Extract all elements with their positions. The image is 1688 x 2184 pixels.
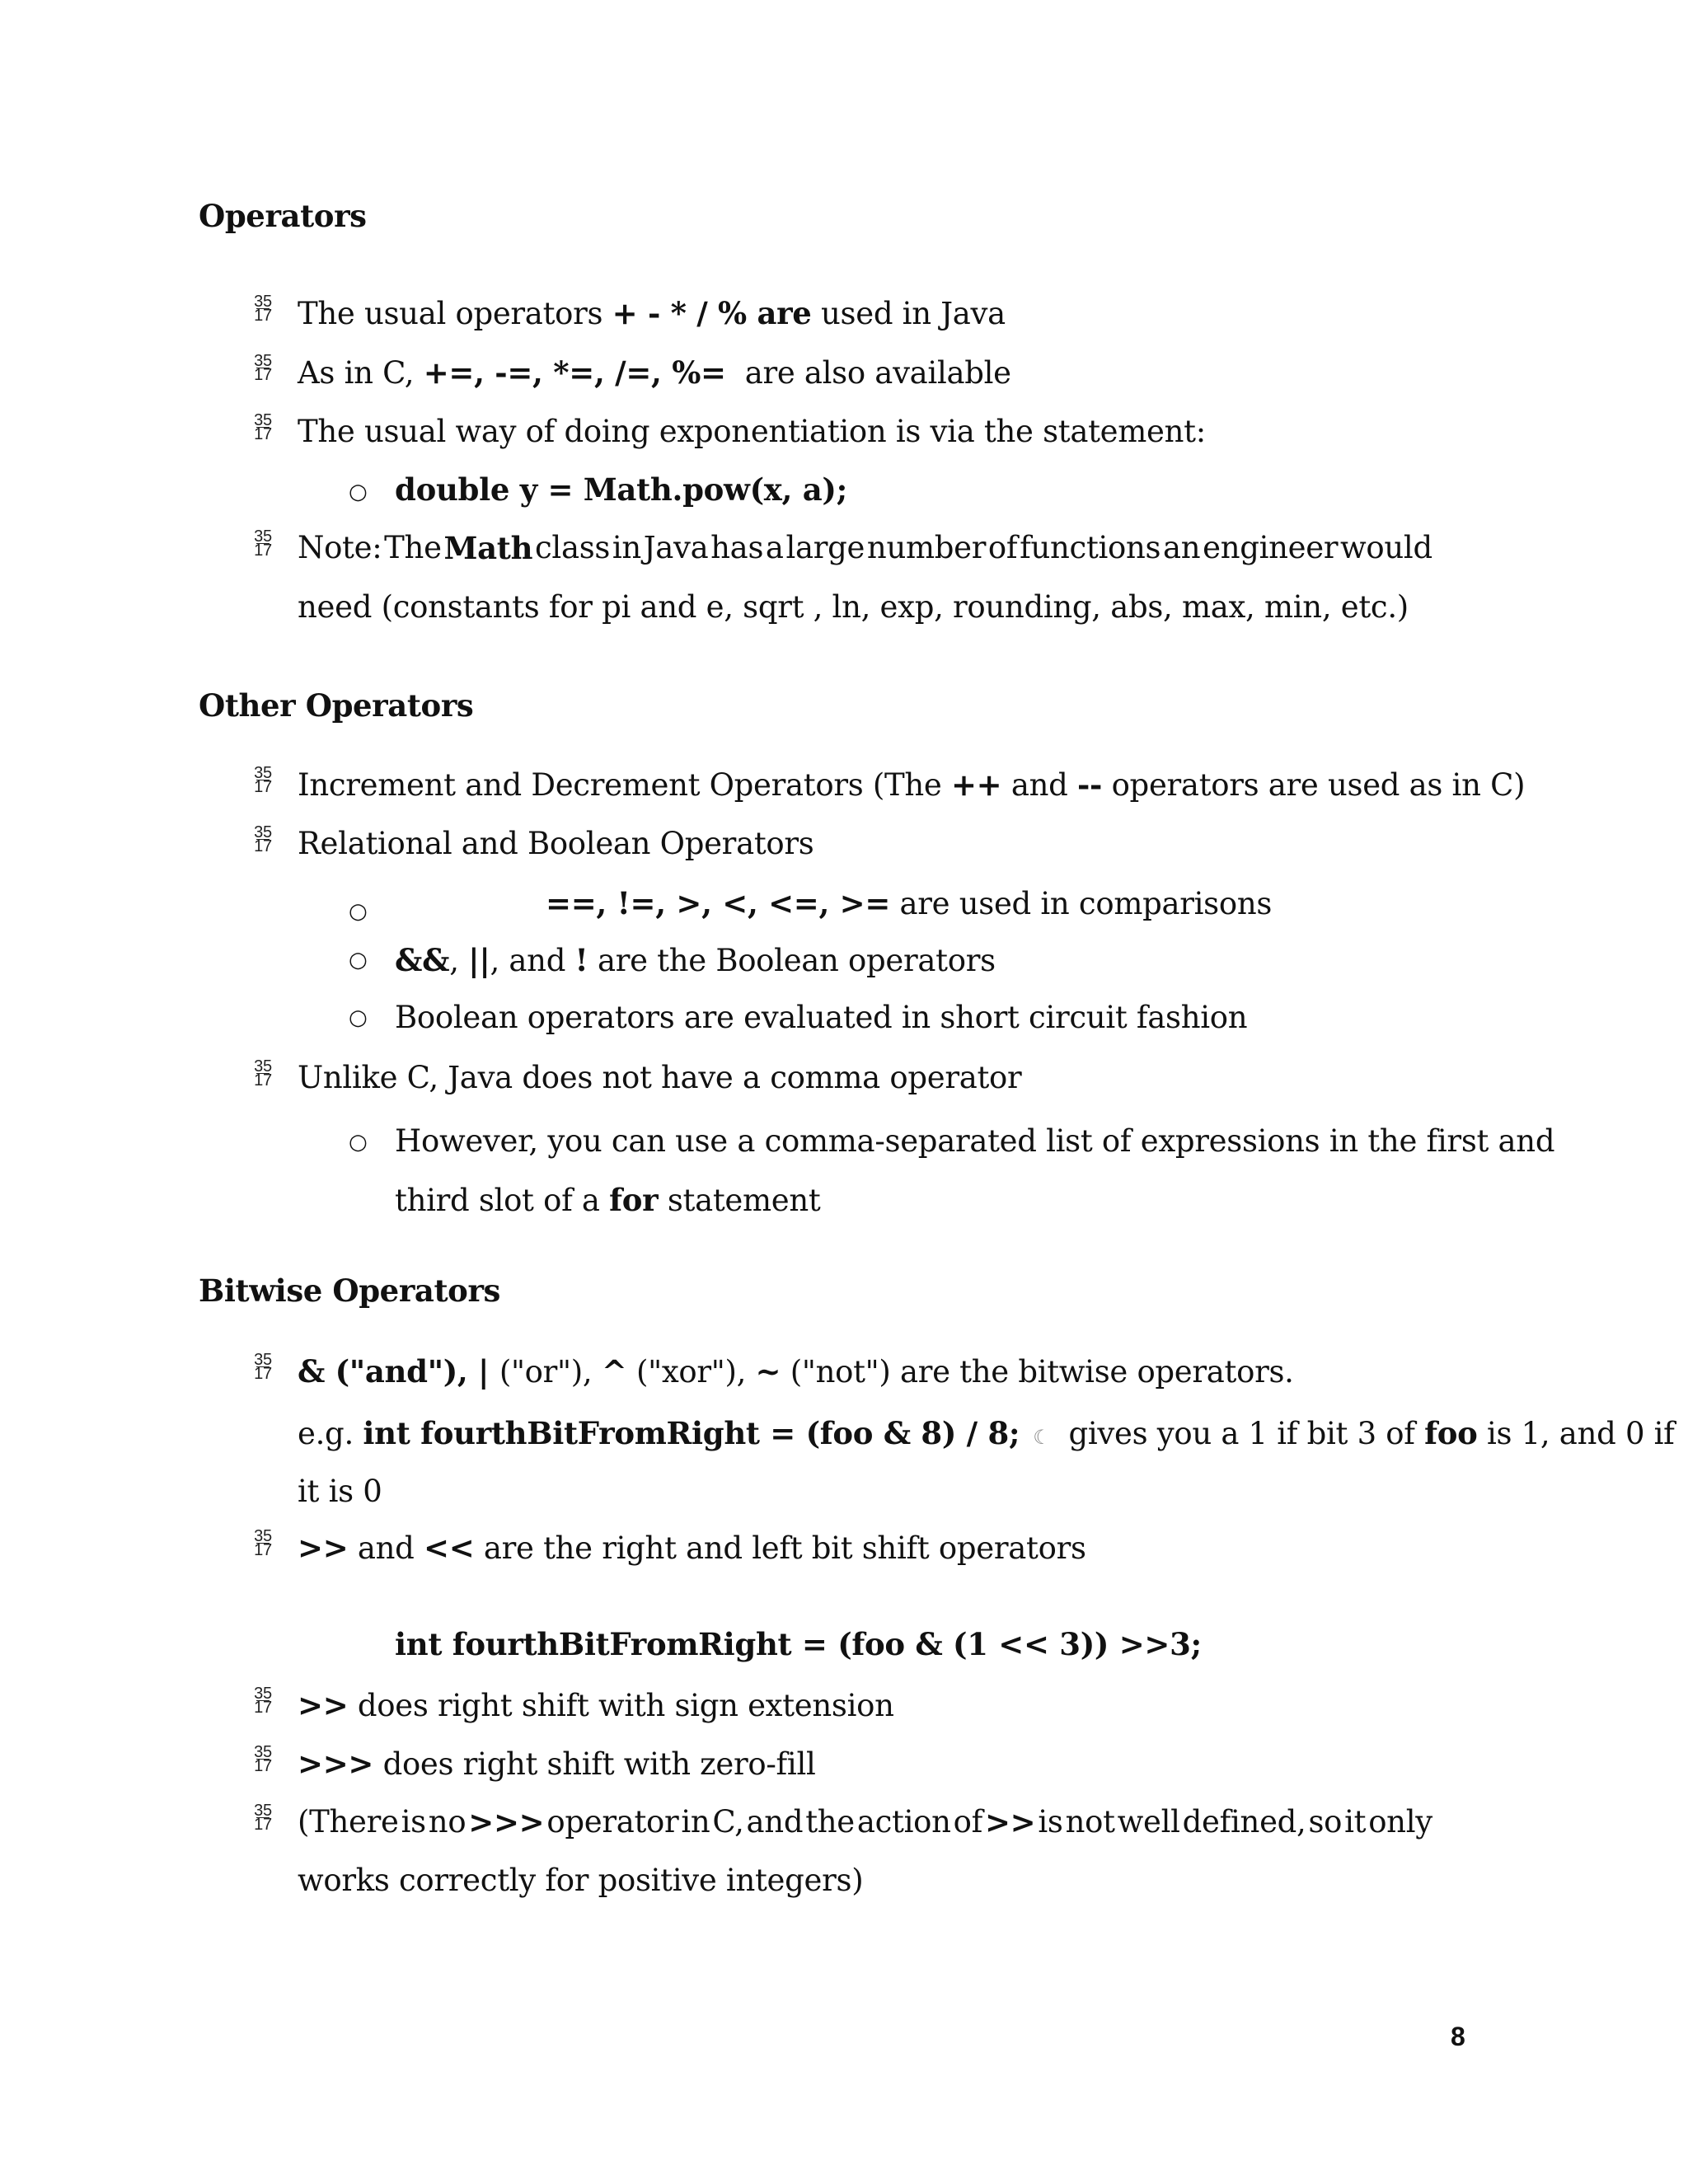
heading-bitwise-operators: Bitwise Operators	[199, 1272, 500, 1309]
heading-operators: Operators	[199, 198, 367, 234]
word: in	[612, 530, 641, 565]
page-number: 8	[1451, 2022, 1465, 2051]
word: no	[428, 1804, 467, 1840]
bullet-marker: 35 17	[251, 354, 274, 382]
word: and	[746, 1804, 804, 1840]
word: not	[1065, 1804, 1115, 1840]
boolean-operators-line: &&, ||, and ! are the Boolean operators	[395, 942, 996, 978]
word: of	[953, 1804, 983, 1840]
word: number	[866, 530, 987, 565]
moon-icon: ☾	[1033, 1426, 1051, 1449]
word: of	[987, 530, 1018, 565]
note-line-2: need (constants for pi and e, sqrt , ln, exp, rounding, abs, max, min, etc.)	[298, 589, 1409, 625]
example-line-1: e.g. int fourthBitFromRight = (foo & 8) / 8; ☾ gives you a 1 if bit 3 of foo is 1, and 0 if	[298, 1415, 1675, 1451]
word: Java	[643, 530, 709, 565]
word: is	[401, 1804, 426, 1840]
short-circuit-line: Boolean operators are evaluated in short circuit fashion	[395, 1000, 1248, 1035]
bullet-marker: 35 17	[251, 1746, 274, 1774]
sub-bullet-circle: ○	[349, 1130, 368, 1155]
relational-operators-line: ==, !=, >, <, <=, >= are used in comparisons	[546, 885, 1273, 921]
example-line-2: it is 0	[298, 1474, 382, 1509]
word: large	[785, 530, 865, 565]
word: >>	[984, 1804, 1036, 1840]
word: an	[1163, 530, 1201, 565]
word: action	[856, 1804, 951, 1840]
code-shift-example: int fourthBitFromRight = (foo & (1 << 3)) >>3;	[395, 1626, 1202, 1662]
word: a	[765, 530, 784, 565]
note-line-1	[298, 530, 1432, 566]
heading-other-operators: Other Operators	[199, 687, 474, 724]
bullet-marker: 35 17	[251, 1060, 274, 1088]
word: in	[681, 1804, 710, 1840]
bullet-marker: 35 17	[251, 295, 274, 323]
bullet-marker: 35 17	[251, 1804, 274, 1832]
bullet-marker: 35 17	[251, 1353, 274, 1381]
no-unsigned-shift-line-1	[298, 1804, 1432, 1840]
sub-bullet-circle: ○	[349, 480, 368, 504]
word: class	[534, 530, 611, 565]
word: is	[1038, 1804, 1063, 1840]
word: functions	[1020, 530, 1161, 565]
sub-bullet-circle: ○	[349, 1005, 368, 1030]
word: well	[1117, 1804, 1180, 1840]
word: has	[710, 530, 764, 565]
word: would	[1340, 530, 1432, 565]
word: Note:	[298, 530, 382, 565]
no-unsigned-shift-line-2: works correctly for positive integers)	[298, 1863, 864, 1898]
bullet-marker: 35 17	[251, 530, 274, 558]
bullet-marker: 35 17	[251, 414, 274, 442]
bullet-marker: 35 17	[251, 766, 274, 794]
document-page: Operators 35 17 The usual operators + - * / % are used in Java 35 17 As in C, +=, -=, *=, /=, %= are also available 35 17 The usual way of doing exponentiation is via the statement: ○ double y = Math.pow(x, a); 35 17 Note: The Math class in Java has a large number of functions an engineer would need (constants for pi and e, sqrt , ln, exp, rounding, abs, max, min, etc.) Other Operators 35 17 Increment and Decrement Operators (The ++ and -- operators are used as in C) 35 17 Relational and Boolean Operators ○ ==, !=, >, <, <=, >= are used in comparisons ○ &&, ||, and ! are the Boolean operators ○ Boolean operators are evaluated in short circuit fashion 35 17 Unlike C, Java does not have a comma operator ○ However, you can use a comma-separated list of expressions in the first and third slot of a for statement Bitwise Operators 35 17 & ("and"), | ("or"), ^ ("xor"), ~ ("not") are the bitwise operators. e.g. int fourthBitFromRight = (foo & 8) / 8; ☾ gives you a 1 if bit 3 of foo is 1, and 0 if it is 0 35 17 >> and << are the right and left bit shift operators int fourthBitFromRight = (foo & (1 << 3)) >>3; 35 17 >> does right shift with sign extension 35 17 >>> does right shift with zero-fill 35 17 (There is no >>> operator in C, and the action of >> is not well defined, so it only works correctly for positive integers) 8	[199, 198, 1675, 2051]
word: defined,	[1182, 1804, 1306, 1840]
bullet-marker: 35 17	[251, 1687, 274, 1715]
word: engineer	[1203, 530, 1339, 565]
word: it	[1344, 1804, 1367, 1840]
word: so	[1308, 1804, 1343, 1840]
bullet-marker: 35 17	[251, 826, 274, 854]
code-math-pow: double y = Math.pow(x, a);	[395, 471, 847, 508]
word: C,	[712, 1804, 744, 1840]
word: the	[805, 1804, 855, 1840]
word: >>>	[468, 1804, 545, 1840]
word: The	[384, 530, 442, 565]
bullet-marker: 35 17	[251, 1530, 274, 1558]
comma-list-line-1: However, you can use a comma-separated list of expressions in the first and	[395, 1123, 1555, 1159]
sub-bullet-circle: ○	[349, 948, 368, 972]
comma-list-line-2: third slot of a for statement	[395, 1182, 821, 1218]
sub-bullet-circle: ○	[349, 899, 368, 924]
word: (There	[298, 1804, 399, 1840]
word: only	[1368, 1804, 1432, 1840]
word: operator	[546, 1804, 679, 1840]
word: Math	[443, 530, 533, 566]
